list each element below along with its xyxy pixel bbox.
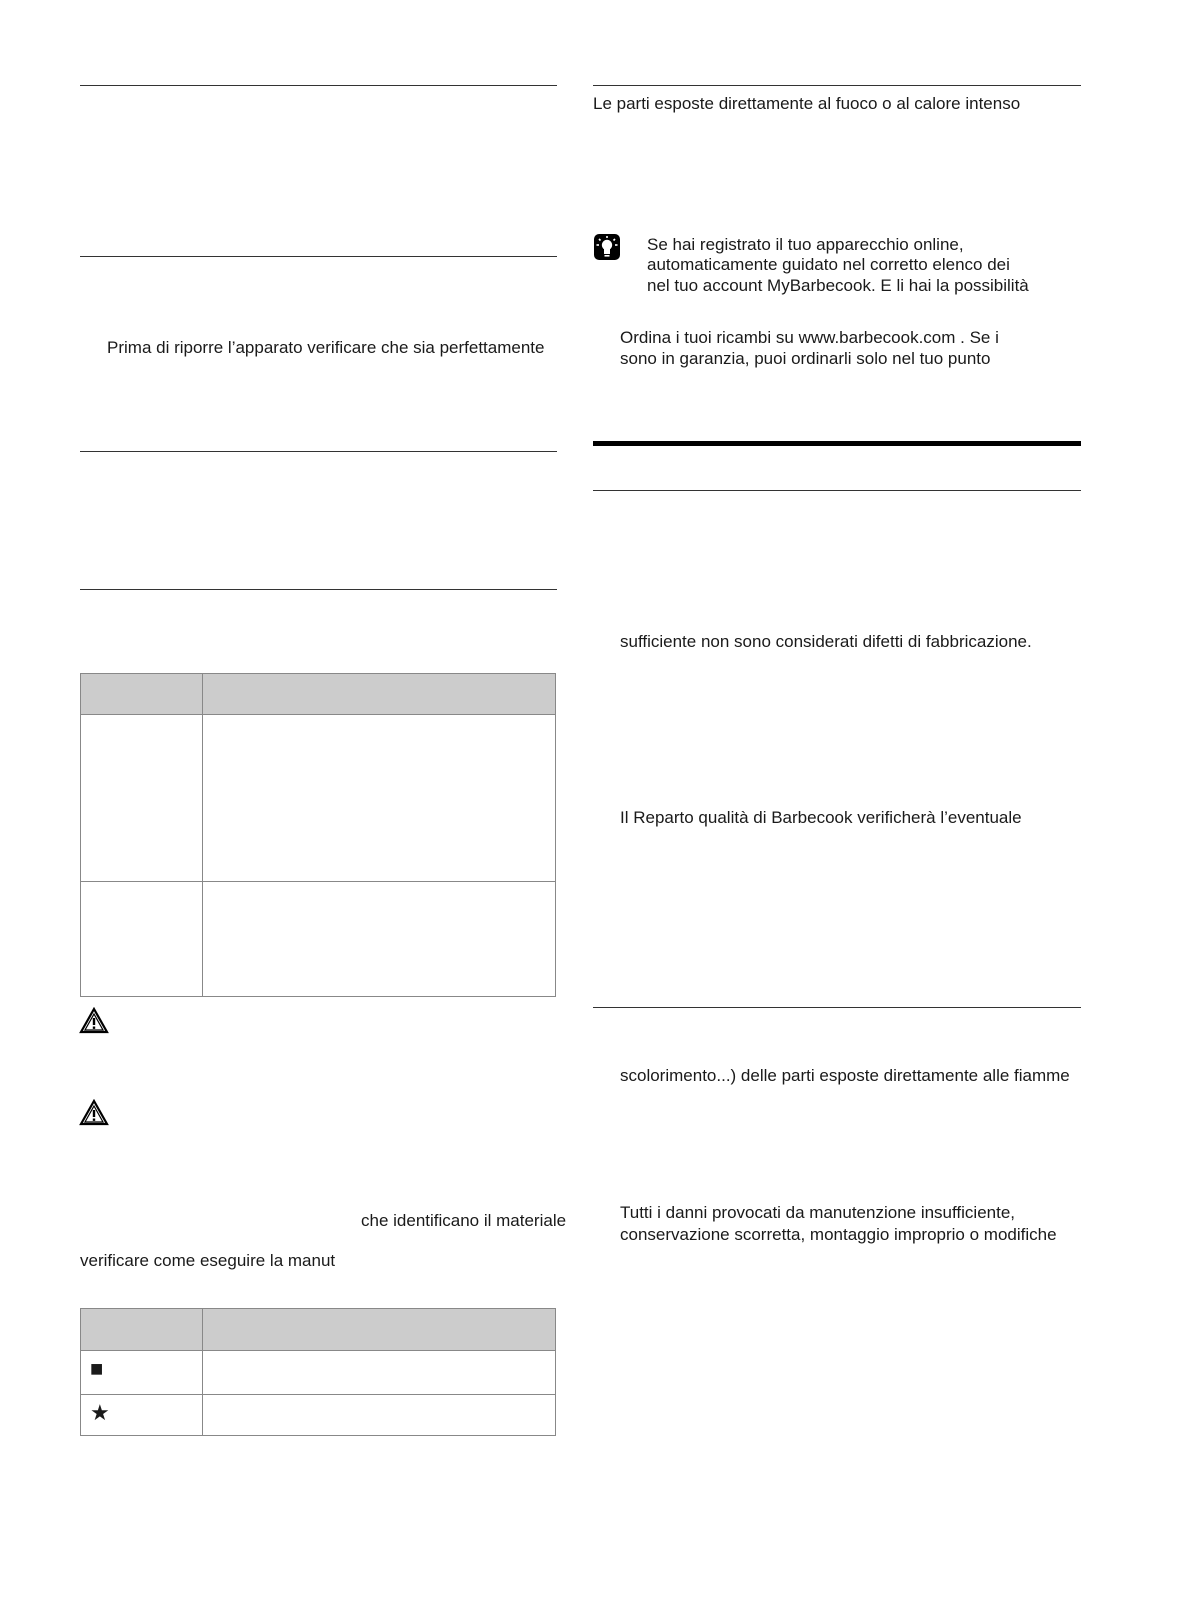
section-heavy-divider — [593, 441, 1081, 446]
storage-note: Prima di riporre l’apparato verificare che sia perfettamente — [107, 338, 545, 357]
section-divider — [80, 451, 557, 452]
table-header — [81, 1309, 555, 1351]
table-header — [81, 674, 555, 715]
discoloration-text: scolorimento...) delle parti esposte direttamente alle fiamme — [620, 1066, 1070, 1085]
lightbulb-icon — [593, 233, 621, 261]
tip-line: automaticamente guidato nel corretto elenco dei — [647, 255, 1010, 274]
warning-triangle-icon — [79, 1099, 109, 1126]
order-line: Ordina i tuoi ricambi su www.barbecook.com . Se i — [620, 328, 999, 347]
table-column-divider — [202, 1309, 203, 1435]
section-divider — [80, 589, 557, 590]
section-divider — [593, 85, 1081, 86]
table-row-divider — [81, 881, 555, 882]
order-line: sono in garanzia, puoi ordinarli solo nel tuo punto — [620, 349, 991, 368]
table-row-divider — [81, 1394, 555, 1395]
tip-line: nel tuo account MyBarbecook. E li hai la possibilità — [647, 276, 1029, 295]
parts-exposed-text: Le parti esposte direttamente al fuoco o al calore intenso — [593, 94, 1021, 113]
materials-text: che identificano il materiale — [361, 1211, 567, 1230]
maintenance-table — [80, 673, 556, 997]
quality-dept-text: Il Reparto qualità di Barbecook verificherà l’eventuale — [620, 808, 1022, 827]
section-divider — [80, 85, 557, 86]
materials-table — [80, 1308, 556, 1436]
star-symbol: ★ — [90, 1400, 110, 1425]
tip-line: Se hai registrato il tuo apparecchio online, — [647, 235, 964, 254]
warning-triangle-icon — [79, 1007, 109, 1034]
section-divider — [80, 256, 557, 257]
section-divider — [593, 1007, 1081, 1008]
materials-text-continued: verificare come eseguire la manut — [80, 1251, 336, 1270]
damages-line: Tutti i danni provocati da manutenzione insufficiente, — [620, 1203, 1016, 1222]
section-divider — [593, 490, 1081, 491]
damages-line: conservazione scorretta, montaggio improprio o modifiche — [620, 1225, 1057, 1244]
table-column-divider — [202, 674, 203, 996]
square-symbol: ■ — [90, 1356, 104, 1381]
manufacturing-defects-text: sufficiente non sono considerati difetti di fabbricazione. — [620, 632, 1032, 651]
